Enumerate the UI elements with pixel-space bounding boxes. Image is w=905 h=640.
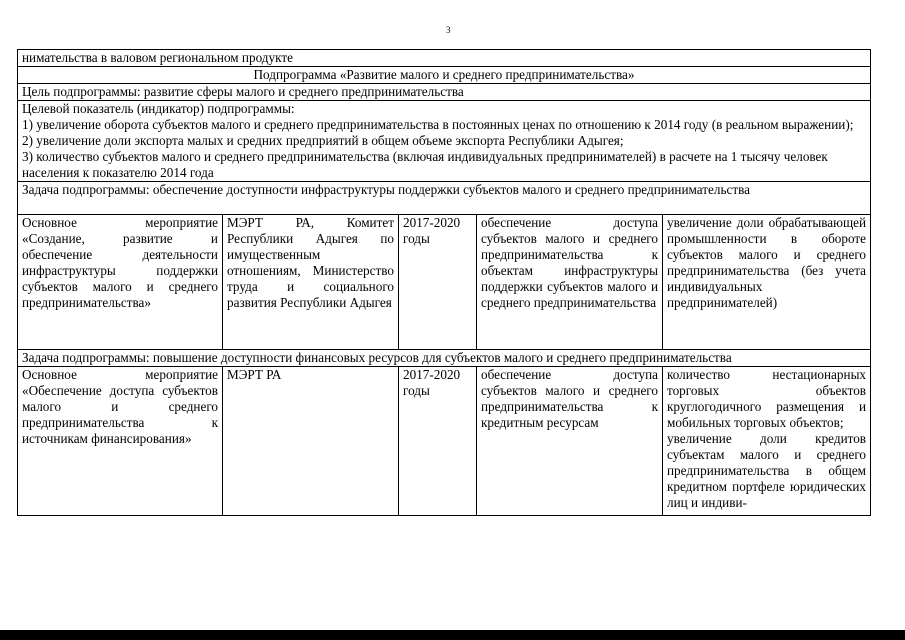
target-indicators-row xyxy=(18,101,871,182)
target-indicators-heading: Целевой показатель (индикатор) подпрограммы: xyxy=(22,101,295,116)
page-number: 3 xyxy=(446,25,451,35)
subprogram-table xyxy=(17,49,871,516)
measure-name: Основное мероприятие «Создание, развитие и обеспечение деятельности инфраструктуры поддержки субъектов малого и среднего предпринимательства» xyxy=(18,215,223,350)
subprogram-goal: Цель подпрограммы: развитие сферы малого и среднего предпринимательства xyxy=(18,84,871,101)
measure-executor: МЭРТ РА, Комитет Республики Адыгея по имущественным отношениям, Министерство труда и социального развития Республики Адыгея xyxy=(223,215,399,350)
target-indicators xyxy=(18,101,871,182)
measure-period: 2017-2020 годы xyxy=(399,215,477,350)
continuation-text: нимательства в валовом региональном продукте xyxy=(18,50,871,67)
continuation-row xyxy=(18,50,871,67)
subprogram-goal-row xyxy=(18,84,871,101)
measure-indicator: увеличение доли обрабатывающей промышленности в обороте субъектов малого и среднего предпринимательства (без учета индивидуальных предпринимателей) xyxy=(663,215,871,350)
subprogram-title-row xyxy=(18,67,871,84)
target-indicator-item: 1) увеличение оборота субъектов малого и среднего предпринимательства в постоянных ценах по отношению к 2014 году (в реальном выражении); xyxy=(22,117,854,132)
measure-period: 2017-2020 годы xyxy=(399,367,477,516)
target-indicator-item: 2) увеличение доли экспорта малых и средних предприятий в общем объеме экспорта Республики Адыгея; xyxy=(22,133,624,148)
task-text: Задача подпрограммы: повышение доступности финансовых ресурсов для субъектов малого и среднего предпринимательства xyxy=(18,350,871,367)
subprogram-title: Подпрограмма «Развитие малого и среднего предпринимательства» xyxy=(18,67,871,84)
scan-edge-bar xyxy=(0,630,905,640)
measure-result: обеспечение доступа субъектов малого и среднего предпринимательства к объектам инфраструктуры поддержки субъектов малого и среднего предпринимательства xyxy=(477,215,663,350)
measure-row xyxy=(18,367,871,516)
measure-indicator xyxy=(663,367,871,516)
measure-name: Основное мероприятие «Обеспечение доступа субъектов малого и среднего предпринимательства к источникам финансирования» xyxy=(18,367,223,516)
target-indicator-item: 3) количество субъектов малого и среднего предпринимательства (включая индивидуальных предпринимателей) в расчете на 1 тысячу человек населения к показателю 2014 года xyxy=(22,149,828,180)
task-row xyxy=(18,350,871,367)
task-row xyxy=(18,182,871,215)
measure-result: обеспечение доступа субъектов малого и среднего предпринимательства к кредитным ресурсам xyxy=(477,367,663,516)
measure-row xyxy=(18,215,871,350)
task-text: Задача подпрограммы: обеспечение доступности инфраструктуры поддержки субъектов малого и среднего предпринимательства xyxy=(18,182,871,215)
measure-indicator-item: количество нестационарных торговых объектов круглогодичного размещения и мобильных торговых объектов; xyxy=(667,367,867,430)
measure-indicator-item: увеличение доли кредитов субъектам малого и среднего предпринимательства в общем кредитном портфеле юридических лиц и индиви- xyxy=(667,431,867,510)
measure-executor: МЭРТ РА xyxy=(223,367,399,516)
